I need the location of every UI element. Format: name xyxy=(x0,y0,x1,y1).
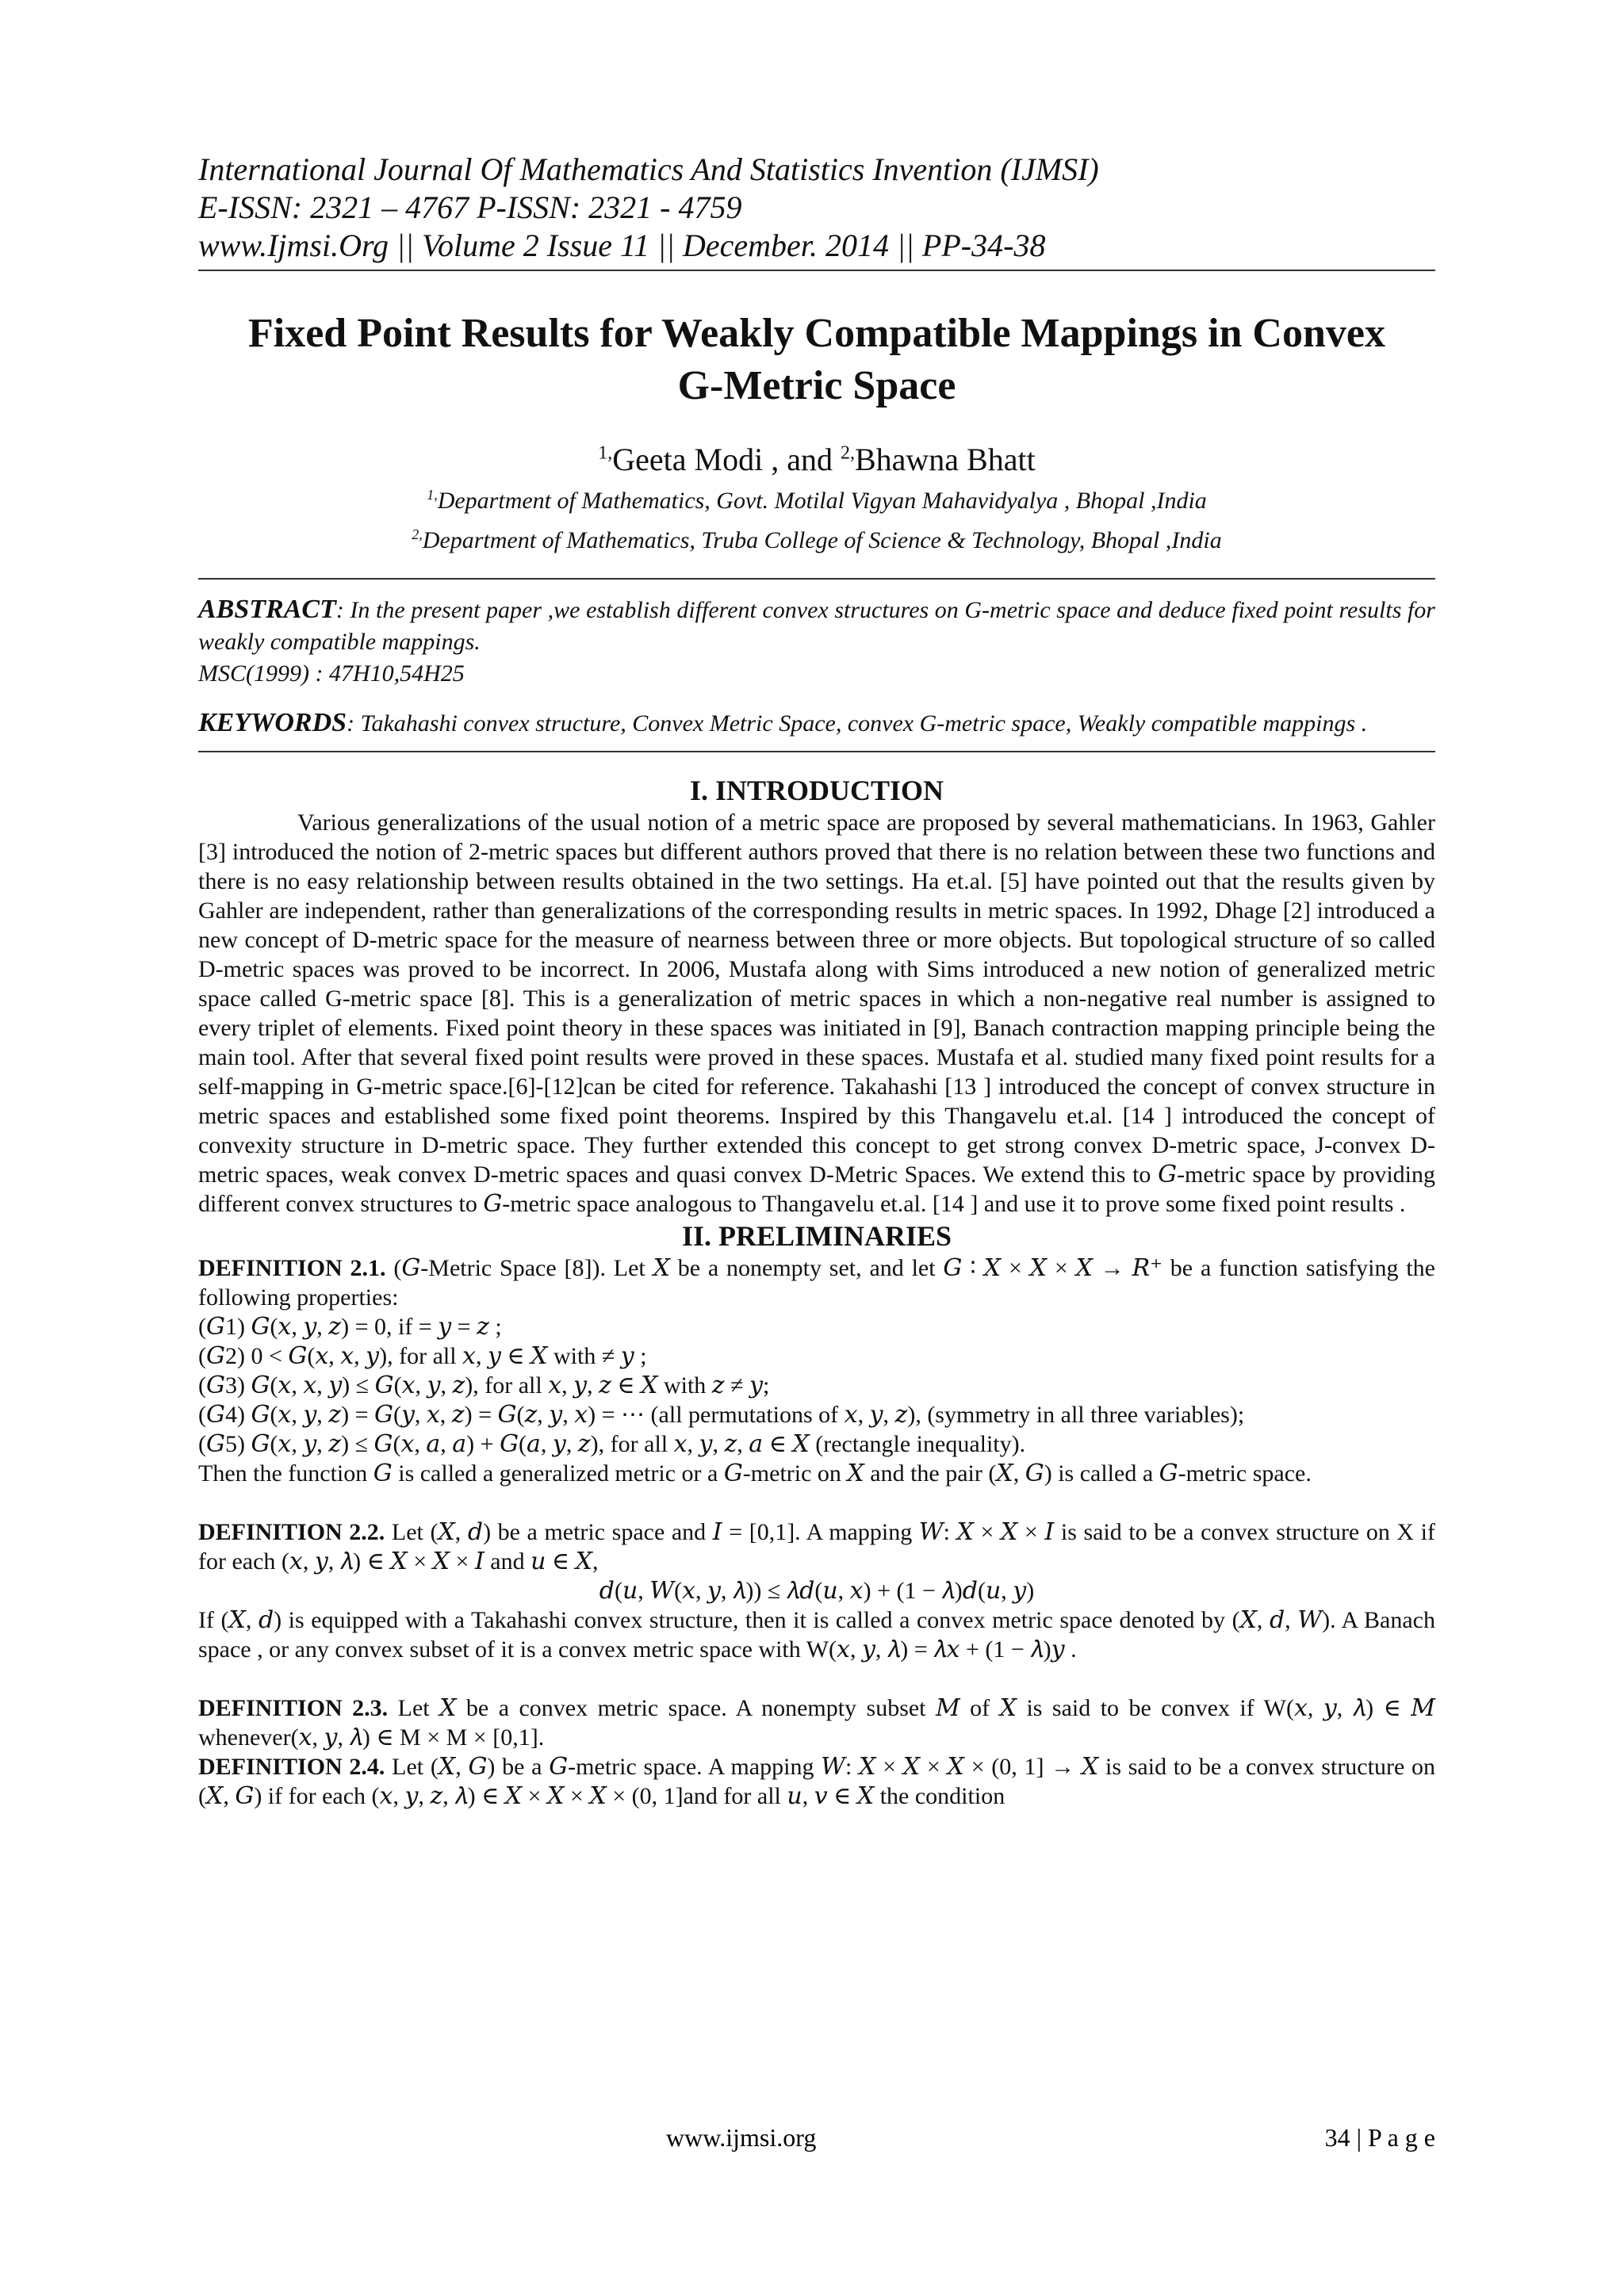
definition-2-2-text: Let (𝑋, 𝑑) be a metric space and 𝐼 = [0,1]. A mapping 𝑊: 𝑋 × 𝑋 × 𝐼 is said to be a convex structure on X if for each (𝑥, 𝑦, 𝜆) ∈ 𝑋 × 𝑋 × 𝐼 and 𝑢 ∈ 𝑋, xyxy=(198,1519,1435,1575)
definition-2-4-text: Let (𝑋, 𝐺) be a 𝐺-metric space. A mapping 𝑊: 𝑋 × 𝑋 × 𝑋 × (0, 1] → 𝑋 is said to be a convex structure on (𝑋, 𝐺) if for each (𝑥, 𝑦, 𝑧, 𝜆) ∈ 𝑋 × 𝑋 × 𝑋 × (0, 1]and for all 𝑢, 𝑣 ∈ 𝑋 the condition xyxy=(198,1754,1435,1809)
journal-volume: www.Ijmsi.Org || Volume 2 Issue 11 || December. 2014 || PP-34-38 xyxy=(198,228,1046,263)
axiom-g4: (𝐺4) 𝐺(𝑥, 𝑦, 𝑧) = 𝐺(𝑦, 𝑥, 𝑧) = 𝐺(𝑧, 𝑦, 𝑥) = ⋯ (all permutations of 𝑥, 𝑦, 𝑧), (symmetry in all three variables); xyxy=(198,1402,1245,1428)
definition-2-3-text: Let 𝑋 be a convex metric space. A nonempty subset 𝑀 of 𝑋 is said to be convex if W(𝑥, 𝑦, 𝜆) ∈ 𝑀 whenever(𝑥, 𝑦, 𝜆) ∈ M × M × [0,1]. xyxy=(198,1695,1435,1751)
definition-2-1 xyxy=(198,1253,1435,1312)
footer-page-number: 34 | P a g e xyxy=(1324,2123,1435,2152)
definition-2-4 xyxy=(198,1752,1435,1811)
author-1: Geeta Modi , and xyxy=(612,442,841,477)
author-1-mark: 1, xyxy=(598,442,613,464)
abstract xyxy=(198,594,1435,690)
definition-2-2-label: DEFINITION 2.2. xyxy=(198,1519,385,1545)
axiom-g1: (𝐺1) 𝐺(𝑥, 𝑦, 𝑧) = 0, if = 𝑦 = 𝑧 ; xyxy=(198,1314,502,1340)
axiom-g3: (𝐺3) 𝐺(𝑥, 𝑥, 𝑦) ≤ 𝐺(𝑥, 𝑦, 𝑧), for all 𝑥, 𝑦, 𝑧 ∈ 𝑋 with 𝑧 ≠ 𝑦; xyxy=(198,1372,770,1399)
section-preliminaries-heading: II. PRELIMINARIES xyxy=(681,1220,952,1252)
title-line-1: Fixed Point Results for Weakly Compatible Mappings in Convex xyxy=(248,311,1385,356)
title-line-2: G-Metric Space xyxy=(677,363,956,408)
affiliation-2 xyxy=(198,518,1435,557)
spacer xyxy=(198,1664,1435,1693)
definition-2-3 xyxy=(198,1693,1435,1752)
abstract-text: : In the present paper ,we establish different convex structures on G-metric space and deduce fixed point results for weakly compatible mappings. xyxy=(198,597,1435,655)
author-2-mark: 2, xyxy=(840,442,855,464)
affiliation-1-text: Department of Mathematics, Govt. Motilal Vigyan Mahavidyalya , Bhopal ,India xyxy=(437,488,1207,514)
definition-2-1-label: DEFINITION 2.1. xyxy=(198,1255,386,1281)
affiliation-2-text: Department of Mathematics, Truba College of Science & Technology, Bhopal ,India xyxy=(422,527,1222,553)
section-introduction-heading: I. INTRODUCTION xyxy=(689,775,944,806)
journal-header xyxy=(198,151,1435,271)
abstract-bottom-rule xyxy=(198,751,1435,752)
journal-name: International Journal Of Mathematics And Statistics Invention (IJMSI) xyxy=(198,151,1099,187)
journal-issn: E-ISSN: 2321 – 4767 P-ISSN: 2321 - 4759 xyxy=(198,189,742,225)
convexity-inequality: 𝑑(𝑢, 𝑊(𝑥, 𝑦, 𝜆)) ≤ 𝜆𝑑(𝑢, 𝑥) + (1 − 𝜆)𝑑(𝑢, 𝑦) xyxy=(599,1578,1035,1604)
keywords-label: KEYWORDS xyxy=(198,708,347,737)
definition-2-2-remark: If (𝑋, 𝑑) is equipped with a Takahashi convex structure, then it is called a convex metric space denoted by (𝑋, 𝑑, 𝑊). A Banach space , or any convex subset of it is a convex metric space with W(𝑥, 𝑦, 𝜆) = 𝜆𝑥 + (1 − 𝜆)𝑦 . xyxy=(198,1607,1435,1663)
header-rule xyxy=(198,270,1435,271)
abstract-label: ABSTRACT xyxy=(198,595,336,624)
axiom-g2: (𝐺2) 0 < 𝐺(𝑥, 𝑥, 𝑦), for all 𝑥, 𝑦 ∈ 𝑋 with ≠ 𝑦 ; xyxy=(198,1343,647,1369)
paper-page xyxy=(198,151,1435,1811)
msc-codes: MSC(1999) : 47H10,54H25 xyxy=(198,660,465,687)
affiliation-2-mark: 2, xyxy=(412,526,423,542)
footer-website: www.ijmsi.org xyxy=(666,2123,817,2152)
definition-2-2 xyxy=(198,1517,1435,1576)
author-2: Bhawna Bhatt xyxy=(854,442,1036,477)
keywords xyxy=(198,707,1435,740)
introduction-paragraph: Various generalizations of the usual notion of a metric space are proposed by several mathematicians. In 1963, Gahler [3] introduced the notion of 2-metric spaces but different authors proved that there is no relation between these two functions and there is no easy relationship between results obtained in the two settings. Ha et.al. [5] have pointed out that the results given by Gahler are independent, rather than generalizations of the corresponding results in metric spaces. In 1992, Dhage [2] introduced a new concept of D-metric space for the measure of nearness between three or more objects. But topological structure of so called D-metric spaces was proved to be incorrect. In 2006, Mustafa along with Sims introduced a new notion of generalized metric space called G-metric space [8]. This is a generalization of metric spaces in which a non-negative real number is assigned to every triplet of elements. Fixed point theory in these spaces was initiated in [9], Banach contraction mapping principle being the main tool. After that several fixed point results were proved in these spaces. Mustafa et al. studied many fixed point results for a self-mapping in G-metric space.[6]-[12]can be cited for reference. Takahashi [13 ] introduced the concept of convex structure in metric spaces and established some fixed point theorems. Inspired by this Thangavelu et.al. [14 ] introduced the concept of convexity structure in D-metric space. They further extended this concept to get strong convex D-metric space, J-convex D-metric spaces, weak convex D-metric spaces and quasi convex D-Metric Spaces. We extend this to 𝐺-metric space by providing different convex structures to 𝐺-metric space analogous to Thangavelu et.al. [14 ] and use it to prove some fixed point results . xyxy=(198,809,1435,1217)
axiom-g5: (𝐺5) 𝐺(𝑥, 𝑦, 𝑧) ≤ 𝐺(𝑥, 𝑎, 𝑎) + 𝐺(𝑎, 𝑦, 𝑧), for all 𝑥, 𝑦, 𝑧, 𝑎 ∈ 𝑋 (rectangle inequality). xyxy=(198,1431,1026,1457)
definition-2-3-label: DEFINITION 2.3. xyxy=(198,1695,389,1721)
affiliation-1 xyxy=(198,478,1435,518)
abstract-top-rule xyxy=(198,578,1435,580)
paper-title xyxy=(198,308,1435,412)
author-list xyxy=(198,441,1435,478)
affiliation-1-mark: 1, xyxy=(427,487,438,503)
keywords-text: : Takahashi convex structure, Convex Metric Space, convex G-metric space, Weakly compatible mappings . xyxy=(347,710,1368,737)
spacer xyxy=(198,1488,1435,1517)
definition-2-1-text: (𝐺-Metric Space [8]). Let 𝑋 be a nonempty set, and let 𝐺 ∶ 𝑋 × 𝑋 × 𝑋 → 𝑅⁺ be a function satisfying the following properties: xyxy=(198,1255,1435,1311)
definition-2-4-label: DEFINITION 2.4. xyxy=(198,1754,385,1780)
definition-2-1-conclusion: Then the function 𝐺 is called a generalized metric or a 𝐺-metric on 𝑋 and the pair (𝑋, 𝐺) is called a 𝐺-metric space. xyxy=(198,1460,1312,1487)
